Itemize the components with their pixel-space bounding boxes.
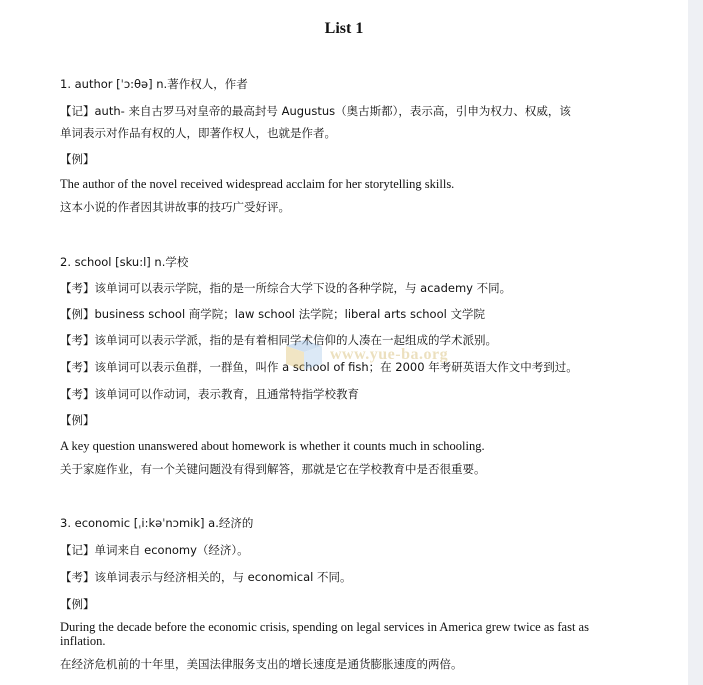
entry-2-note-3: 【考】该单词可以表示鱼群，一群鱼，叫作 a school of fish；在 2000 年考研英语大作文中考到过。 xyxy=(60,360,578,374)
entry-2-headword: 2. school [sku:l] n.学校 xyxy=(60,255,189,269)
entry-1-example-en: The author of the novel received widespread acclaim for her storytelling skills. xyxy=(60,177,455,191)
entry-1-headword: 1. author [ˈɔ:θə] n.著作权人，作者 xyxy=(60,77,248,91)
entry-2-example-label: 【例】 xyxy=(60,413,95,427)
entry-3-example-zh: 在经济危机前的十年里，美国法律服务支出的增长速度是通货膨胀速度的两倍。 xyxy=(60,657,463,671)
entry-3-headword: 3. economic [ˌi:kəˈnɔmik] a.经济的 xyxy=(60,516,254,530)
entry-1-mnemonic-line-1: 【记】auth- 来自古罗马对皇帝的最高封号 Augustus（奥古斯都），表示高，引申为权力、权威，该 xyxy=(60,104,571,118)
entry-2-note-4: 【考】该单词可以作动词，表示教育，且通常特指学校教育 xyxy=(60,387,359,401)
entry-1-example-label: 【例】 xyxy=(60,152,95,166)
page-title: List 1 xyxy=(324,20,364,37)
entry-1-mnemonic-line-2: 单词表示对作品有权的人，即著作权人，也就是作者。 xyxy=(60,126,336,140)
entry-2-example-en: A key question unanswered about homework is whether it counts much in schooling. xyxy=(60,439,485,453)
watermark-text: www.yue-ba.org xyxy=(330,346,449,363)
entry-2-note-1: 【考】该单词可以表示学院，指的是一所综合大学下设的各种学院，与 academy 不同。 xyxy=(60,281,512,295)
entry-2-example-zh: 关于家庭作业，有一个关键问题没有得到解答，那就是它在学校教育中是否很重要。 xyxy=(60,462,486,476)
entry-1-example-zh: 这本小说的作者因其讲故事的技巧广受好评。 xyxy=(60,200,290,214)
viewer-gutter xyxy=(688,0,703,685)
entry-3-example-en: During the decade before the economic crisis, spending on legal services in America grew twice as fast as inflation. xyxy=(60,620,589,648)
entry-3-note: 【考】该单词表示与经济相关的，与 economical 不同。 xyxy=(60,570,352,584)
entry-2-example-1: 【例】business school 商学院；law school 法学院；liberal arts school 文学院 xyxy=(60,307,485,321)
entry-3-mnemonic: 【记】单词来自 economy（经济）。 xyxy=(60,543,249,557)
entry-2-note-2: 【考】该单词可以表示学派，指的是有着相同学术信仰的人凑在一起组成的学术派别。 xyxy=(60,333,497,347)
entry-3-example-label: 【例】 xyxy=(60,597,95,611)
